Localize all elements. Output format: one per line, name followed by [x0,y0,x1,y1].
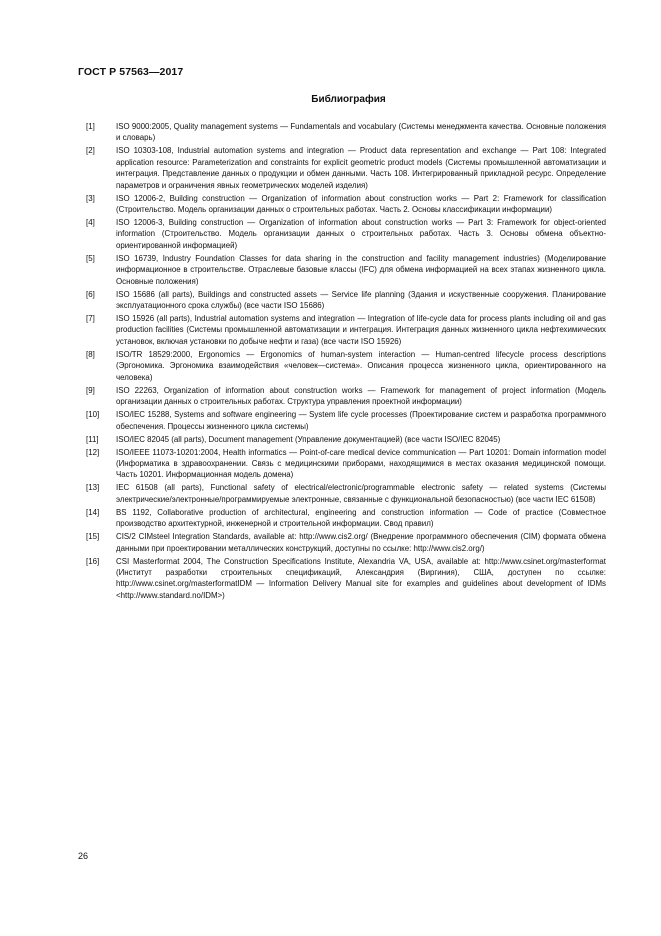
reference-text: ISO 15686 (all parts), Buildings and constructed assets — Service life planning (Здания и искуственные сооружения. Планирование эксплуатационного срока службы) (все части ISO 15686) [116,289,606,311]
reference-text: IEC 61508 (all parts), Functional safety of electrical/electronic/programmable electronic safety — related systems (Системы электрические/электронные/программируемые электронные, связанные с функциональной безопасностью) (все части IEC 61508) [116,483,606,504]
reference-number: [12] [86,447,100,457]
reference-item [86,447,606,481]
reference-text: CIS/2 CIMsteel Integration Standards, available at: http://www.cis2.org/ (Внедрение программного обеспечения (CIM) формата обмена данными при проектировании металлических конструкций, доступны по ссылке: http://www.cis2.org/) [116,532,606,553]
reference-text: ISO 12006-2, Building construction — Organization of information about construction works — Part 2: Framework for classification (Строительство. Модель организации данных о строительных работах. Часть 2. Основы классификации информации) [116,193,606,215]
reference-item [86,507,606,530]
reference-number: [3] [86,193,95,203]
reference-item [86,121,606,144]
reference-text: ISO/TR 18529:2000, Ergonomics — Ergonomics of human-system interaction — Human-centred lifecycle process descriptions (Эргономика. Эргономика взаимодействия «человек—система». Описания процесса жизненного цикла, ориентированного на человека) [116,349,606,382]
reference-item [86,217,606,251]
reference-number: [14] [86,507,100,517]
reference-item [86,434,606,445]
reference-text: ISO/IEC 15288, Systems and software engineering — System life cycle processes (Проектирование систем и разработка программного обеспечения. Процессы жизненного цикла системы) [116,410,606,431]
reference-text: ISO 15926 (all parts), Industrial automation systems and integration — Integration of life-cycle data for process plants including oil and gas production facilities (Системы промышленной автоматизации и интеграция. Интеграция данных жизненного цикла нефтехимических установок, включая установки по добыче нефти и газа) (все части ISO 15926) [116,314,606,346]
reference-number: [9] [86,385,95,395]
reference-item [86,349,606,383]
reference-text: ISO 10303-108, Industrial automation systems and integration — Product data representation and exchange — Part 108: Integrated application resource: Parameterization and constraints for explicit geometric product models (Системы промышленной автоматизации и интеграция. Представление данных о продукции и обмен данными. Часть 108. Интегрированный прикладной ресурс. Определение параметров и ограничения явных геометрических моделей изделия) [116,146,606,190]
reference-number: [5] [86,253,95,263]
reference-number: [10] [86,410,100,420]
document-code: ГОСТ Р 57563—2017 [78,66,184,78]
reference-number: [1] [86,122,95,131]
reference-item [86,385,606,408]
reference-item [86,253,606,287]
reference-item [86,145,606,191]
bibliography-title: Библиография [311,94,386,105]
reference-item [86,556,606,602]
reference-item [86,482,606,505]
page-number: 26 [78,851,89,861]
reference-text: ISO 9000:2005, Quality management systems — Fundamentals and vocabulary (Системы менеджмента качества. Основные положения и словарь) [116,122,606,143]
reference-item [86,193,606,216]
reference-number: [4] [86,218,95,228]
reference-number: [8] [86,349,95,359]
reference-number: [13] [86,483,100,493]
reference-number: [16] [86,556,100,566]
reference-list [86,121,606,603]
reference-item [86,289,606,312]
reference-text: CSI Masterformat 2004, The Construction Specifications Institute, Alexandria VA, USA, available at: http://www.csinet.org/masterformat (Институт разработки строительных спецификаций, Александрия (Виргиния), США, доступен по ссылке: http://www.csinet.org/masterformatIDM — Information Delivery Manual site for examples and guidelines about development of IDMs <http://www.standard.no/IDM>) [116,556,606,600]
reference-text: ISO 12006-3, Building construction — Organization of information about construction works — Part 3: Framework for object-oriented information (Строительство. Модель организации данных о строительных работах. Часть 3. Основы обмена объектно-ориентированной информацией) [116,218,606,250]
reference-item [86,313,606,347]
reference-text: ISO/IEC 82045 (all parts), Document management (Управление документацией) (все части ISO/IEC 82045) [116,434,501,444]
reference-text: ISO/IEEE 11073-10201:2004, Health informatics — Point-of-care medical device communication — Part 10201: Domain information model (Информатика в здравоохранении. Связь с медицинскими приборами, находящимися в местах оказания медицинской помощи. Часть 10201. Информационная модель домена) [116,447,606,480]
reference-item [86,409,606,432]
reference-text: BS 1192, Collaborative production of architectural, engineering and construction information — Code of practice (Совместное производство архитектурной, инженерной и строительной информации. Свод правил) [116,507,606,529]
reference-text: ISO 16739, Industry Foundation Classes for data sharing in the construction and facility management industries) (Моделирование информационное в строительстве. Отраслевые базовые классы (IFC) для обмена информацией на всех этапах жизненного цикла. Основные положения) [116,253,606,286]
reference-number: [6] [86,289,95,299]
reference-number: [2] [86,146,95,156]
reference-text: ISO 22263, Organization of information about construction works — Framework for management of project information (Модель организации данных о строительных работах. Структура управления проектной информации) [116,385,606,407]
reference-number: [15] [86,532,100,542]
reference-item [86,531,606,554]
reference-number: [11] [86,434,99,444]
reference-number: [7] [86,314,95,324]
